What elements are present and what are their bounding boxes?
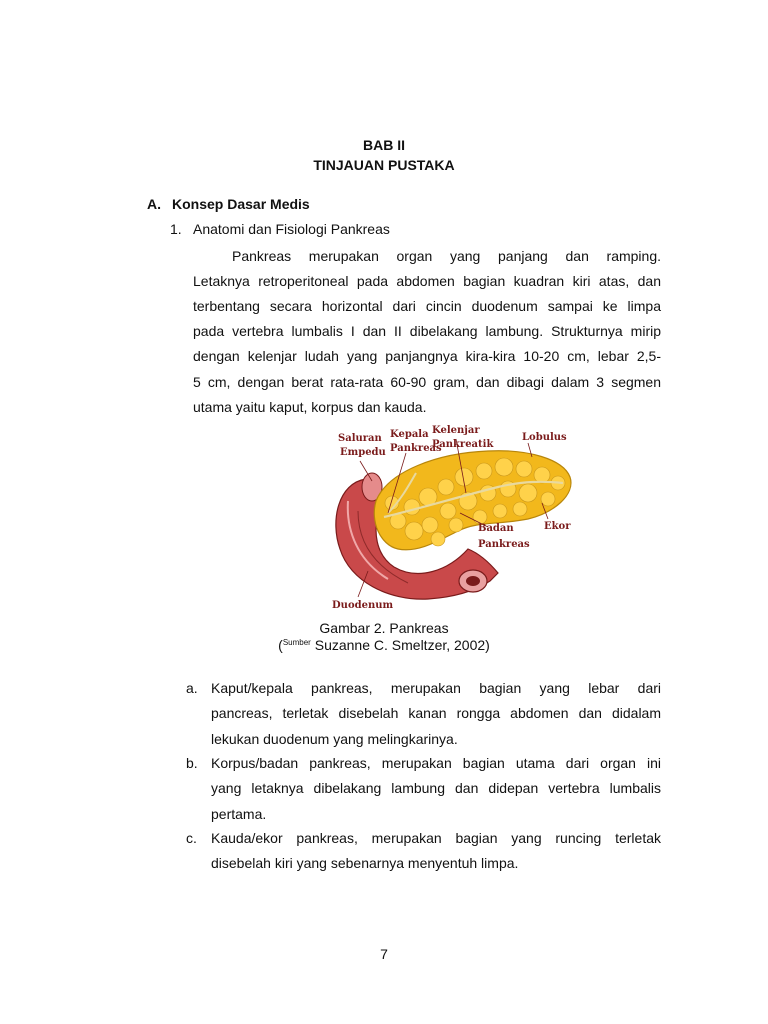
paragraph-line: terbentang secara horizontal dari cincin duodenum sampai ke limpa [193,298,661,314]
section-marker: A. [147,196,161,212]
chapter-title: TINJAUAN PUSTAKA [313,157,455,173]
label-lobulus: Lobulus [522,432,567,443]
figure-caption: Gambar 2. Pankreas [319,620,449,636]
paragraph-line: 5 cm, dengan berat rata-rata 60-90 gram, dan dibagi dalam 3 segmen [193,374,661,390]
source-superscript: Sumber [282,638,311,647]
list-line: Korpus/badan pankreas, merupakan bagian utama dari organ ini [211,755,661,771]
label-badan: Badan [478,523,514,534]
label-ekor: Ekor [544,521,571,532]
list-line: pancreas, terletak disebelah kanan rongga abdomen dan didalam [211,705,661,721]
label-pankreas-head: Pankreas [390,443,442,454]
chapter-heading: BAB II [363,137,405,153]
label-kepala: Kepala [390,429,429,440]
label-pankreatik: Pankreatik [432,439,494,450]
subsection-heading [170,221,390,237]
section-title: Konsep Dasar Medis [172,196,310,212]
list-line: Kauda/ekor pankreas, merupakan bagian yang runcing terletak [211,830,661,846]
list-marker: c. [186,830,197,846]
paragraph-line: pada vertebra lumbalis I dan II dibelakang lambung. Strukturnya mirip [193,323,661,339]
source-text: Suzanne C. Smeltzer, 2002) [310,637,490,653]
pancreas-anatomy-drawing [328,421,576,617]
subsection-marker: 1. [170,221,182,237]
list-line: yang letaknya dibelakang lambung dan didepan vertebra lumbalis [211,780,661,796]
label-saluran: Saluran [338,433,382,444]
pancreas-illustration [328,421,576,617]
paragraph-line: Letaknya retroperitoneal pada abdomen bagian kuadran kiri atas, dan [193,273,661,289]
paragraph-line: utama yaitu kaput, korpus dan kauda. [193,399,427,415]
label-kelenjar: Kelenjar [432,425,480,436]
figure-source [0,637,768,653]
source-open: ( [278,637,283,653]
label-duodenum: Duodenum [332,600,394,611]
section-heading [147,196,310,212]
paragraph-line: dengan kelenjar ludah yang panjangnya kira-kira 10-20 cm, lebar 2,5- [193,348,661,364]
label-pankreas-body: Pankreas [478,539,530,550]
list-line: Kaput/kepala pankreas, merupakan bagian yang lebar dari [211,680,661,696]
subsection-title: Anatomi dan Fisiologi Pankreas [193,221,390,237]
paragraph-line: Pankreas merupakan organ yang panjang dan ramping. [232,248,661,264]
list-marker: b. [186,755,198,771]
list-line: pertama. [211,806,267,822]
list-line: disebelah kiri yang sebenarnya menyentuh limpa. [211,855,519,871]
list-marker: a. [186,680,198,696]
page-number: 7 [380,946,388,962]
list-line: lekukan duodenum yang melingkarinya. [211,731,458,747]
vessel-lumen [466,576,480,586]
label-empedu: Empedu [340,447,386,458]
